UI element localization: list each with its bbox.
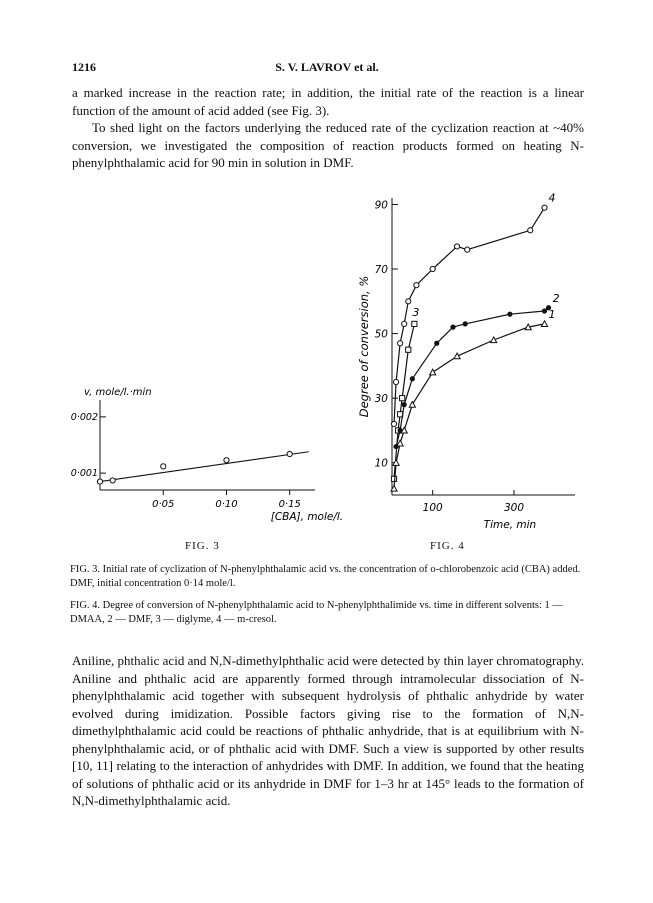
y-axis-label: Degree of conversion, % (357, 275, 371, 418)
series-2-point (402, 402, 407, 407)
series-2-point (507, 312, 512, 317)
figure-3-caption (70, 563, 585, 591)
series-2-point (542, 308, 547, 313)
figure-4-plot-area (357, 192, 575, 531)
y-tick-label: 0·001 (70, 468, 98, 480)
series-2-label: 2 (552, 291, 560, 305)
series-3-label: 3 (412, 305, 420, 319)
series-4-point (542, 205, 547, 210)
figure-4-caption-lead: FIG. 4. (70, 600, 101, 611)
data-point (110, 478, 115, 483)
y-tick-label: 50 (374, 328, 388, 341)
x-axis-label: [CBA], mole/l. (270, 511, 344, 523)
page-number: 1216 (72, 60, 96, 74)
y-tick-label: 10 (374, 457, 388, 470)
data-point (224, 458, 229, 463)
x-tick-label: 100 (422, 502, 443, 514)
y-tick-label: 0·002 (70, 411, 98, 423)
series-1-point (409, 402, 415, 408)
series-4-point (391, 421, 396, 426)
data-point (287, 451, 292, 456)
series-4-point (528, 228, 533, 233)
series-4-point (414, 283, 419, 288)
y-tick-label: 30 (374, 393, 388, 406)
figure-3-label: FIG. 3 (185, 540, 220, 552)
running-author: S. V. LAVROV et al. (275, 60, 379, 74)
x-tick-label: 0·15 (278, 499, 301, 510)
figure-3-plot-area (71, 387, 343, 523)
paragraph-2: To shed light on the factors underlying the reduced rate of the cyclization reaction at ~40% conversion, we investigated the composition of reaction products formed on heating N-phenylphthalamic acid for 90 min in solution in DMF. (72, 120, 584, 170)
series-1-point (430, 369, 436, 375)
series-3-point (412, 321, 417, 326)
series-2-point (410, 376, 415, 381)
y-tick-label: 90 (374, 199, 388, 212)
body-paragraph-top (72, 84, 584, 172)
series-4-label: 4 (548, 191, 556, 205)
series-4-point (430, 266, 435, 271)
fit-line (100, 452, 309, 482)
series-4-point (398, 341, 403, 346)
series-1-label: 1 (548, 307, 556, 321)
series-4-point (454, 244, 459, 249)
series-4-point (402, 321, 407, 326)
y-axis-label: v, mole/l.·min (84, 387, 152, 398)
series-1-point (454, 353, 460, 359)
data-point (161, 464, 166, 469)
figure-4-chart (350, 190, 590, 535)
series-3-point (391, 476, 396, 481)
figure-4-label: FIG. 4 (430, 540, 465, 552)
figure-4-caption-text: Degree of conversion of N-phenylphthalamic acid to N-phenylphthalimide vs. time in different solvents: 1 — DMAA, 2 — DMF, 3 — diglyme, 4 — m-cresol. (70, 600, 563, 625)
figure-3-caption-text: Initial rate of cyclization of N-phenylphthalamic acid vs. the concentration of o-chlorobenzoic acid (CBA) added. DMF, initial concentration 0·14 mole/l. (70, 564, 581, 589)
x-axis-label: Time, min (483, 519, 537, 531)
series-3-point (400, 396, 405, 401)
series-4-point (406, 299, 411, 304)
series-2-point (463, 321, 468, 326)
figure-4-caption (70, 599, 585, 627)
series-3-point (406, 347, 411, 352)
x-tick-label: 300 (503, 502, 525, 514)
series-4-point (465, 247, 470, 252)
x-tick-label: 0·05 (152, 499, 175, 510)
figure-3-caption-lead: FIG. 3. (70, 564, 101, 575)
x-tick-label: 0·10 (215, 499, 238, 510)
series-4-point (393, 379, 398, 384)
y-tick-label: 70 (374, 264, 388, 277)
series-2-point (434, 341, 439, 346)
paragraph-3: Aniline, phthalic acid and N,N-dimethylphthalic acid were detected by thin layer chromatography. Aniline and phthalic acid are apparently formed through intramolecular dissociation of N-phenylphthalamic acid together with subsequent hydrolysis of phthalic anhydride by water evolved during imidization. Possible factors giving rise to the formation of N,N-dimethylphthalamic acid could be reactions of phthalic anhydride, that is at equilibrium with N-phenylphthalamic acid, or of phthalic acid with DMF. Such a view is supported by other results [10, 11] relating to the interaction of anhydrides with DMF. In addition, we found that the heating of solutions of phthalic acid or its anhydride in DMF for 1–3 hr at 145° leads to the formation of N,N-dimethylphthalamic acid. (72, 653, 584, 808)
paragraph-1: a marked increase in the reaction rate; in addition, the initial rate of the reaction is a linear function of the amount of acid added (see Fig. 3). (72, 85, 584, 118)
data-point (97, 479, 102, 484)
series-2-point (450, 325, 455, 330)
series-1-line (394, 324, 545, 489)
figure-3-chart (60, 375, 344, 535)
series-1-point (541, 321, 547, 327)
